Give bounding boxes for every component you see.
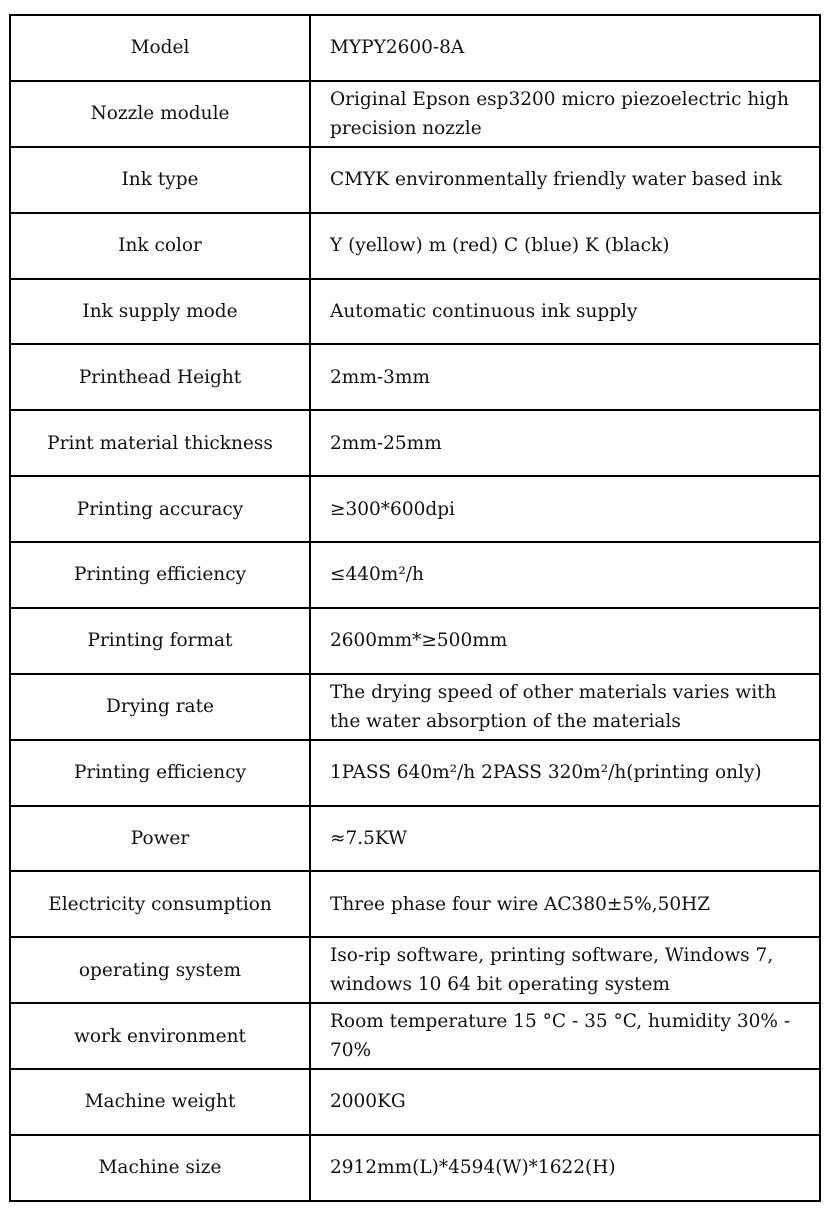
table-row [10, 81, 820, 147]
row-value: 2000KG [310, 1069, 820, 1135]
row-label: operating system [10, 937, 310, 1003]
row-label: Ink type [10, 147, 310, 213]
row-value: 1PASS 640m²/h 2PASS 320m²/h(printing only) [310, 740, 820, 806]
table-row [10, 674, 820, 740]
row-value: Room temperature 15 °C - 35 °C, humidity 30% - 70% [310, 1003, 820, 1069]
row-label: Print material thickness [10, 410, 310, 476]
spec-table [9, 14, 821, 1202]
table-row [10, 608, 820, 674]
row-value: ≈7.5KW [310, 806, 820, 872]
row-label: Printing efficiency [10, 542, 310, 608]
table-row [10, 279, 820, 345]
table-row [10, 740, 820, 806]
table-row [10, 542, 820, 608]
row-label: Machine size [10, 1135, 310, 1201]
row-label: Printing format [10, 608, 310, 674]
row-value: 2mm-3mm [310, 344, 820, 410]
row-value: CMYK environmentally friendly water based ink [310, 147, 820, 213]
table-row [10, 147, 820, 213]
row-label: Power [10, 806, 310, 872]
table-row [10, 344, 820, 410]
table-row [10, 806, 820, 872]
spec-table-body [10, 15, 820, 1201]
table-row [10, 871, 820, 937]
table-row [10, 410, 820, 476]
row-label: Drying rate [10, 674, 310, 740]
row-label: Printhead Height [10, 344, 310, 410]
row-label: Ink color [10, 213, 310, 279]
table-row [10, 15, 820, 81]
row-value: 2600mm*≥500mm [310, 608, 820, 674]
row-value: The drying speed of other materials varies with the water absorption of the materials [310, 674, 820, 740]
row-label: Printing efficiency [10, 740, 310, 806]
row-label: Nozzle module [10, 81, 310, 147]
row-value: ≥300*600dpi [310, 476, 820, 542]
row-label: Model [10, 15, 310, 81]
row-value: 2mm-25mm [310, 410, 820, 476]
row-value: ≤440m²/h [310, 542, 820, 608]
row-value: Iso-rip software, printing software, Windows 7, windows 10 64 bit operating system [310, 937, 820, 1003]
row-label: work environment [10, 1003, 310, 1069]
row-value: Three phase four wire AC380±5%,50HZ [310, 871, 820, 937]
row-value: MYPY2600-8A [310, 15, 820, 81]
table-row [10, 937, 820, 1003]
table-row [10, 1069, 820, 1135]
row-label: Machine weight [10, 1069, 310, 1135]
row-value: Original Epson esp3200 micro piezoelectric high precision nozzle [310, 81, 820, 147]
row-label: Printing accuracy [10, 476, 310, 542]
table-row [10, 476, 820, 542]
table-row [10, 1135, 820, 1201]
row-value: Y (yellow) m (red) C (blue) K (black) [310, 213, 820, 279]
row-label: Ink supply mode [10, 279, 310, 345]
row-value: Automatic continuous ink supply [310, 279, 820, 345]
table-row [10, 1003, 820, 1069]
table-row [10, 213, 820, 279]
row-label: Electricity consumption [10, 871, 310, 937]
row-value: 2912mm(L)*4594(W)*1622(H) [310, 1135, 820, 1201]
